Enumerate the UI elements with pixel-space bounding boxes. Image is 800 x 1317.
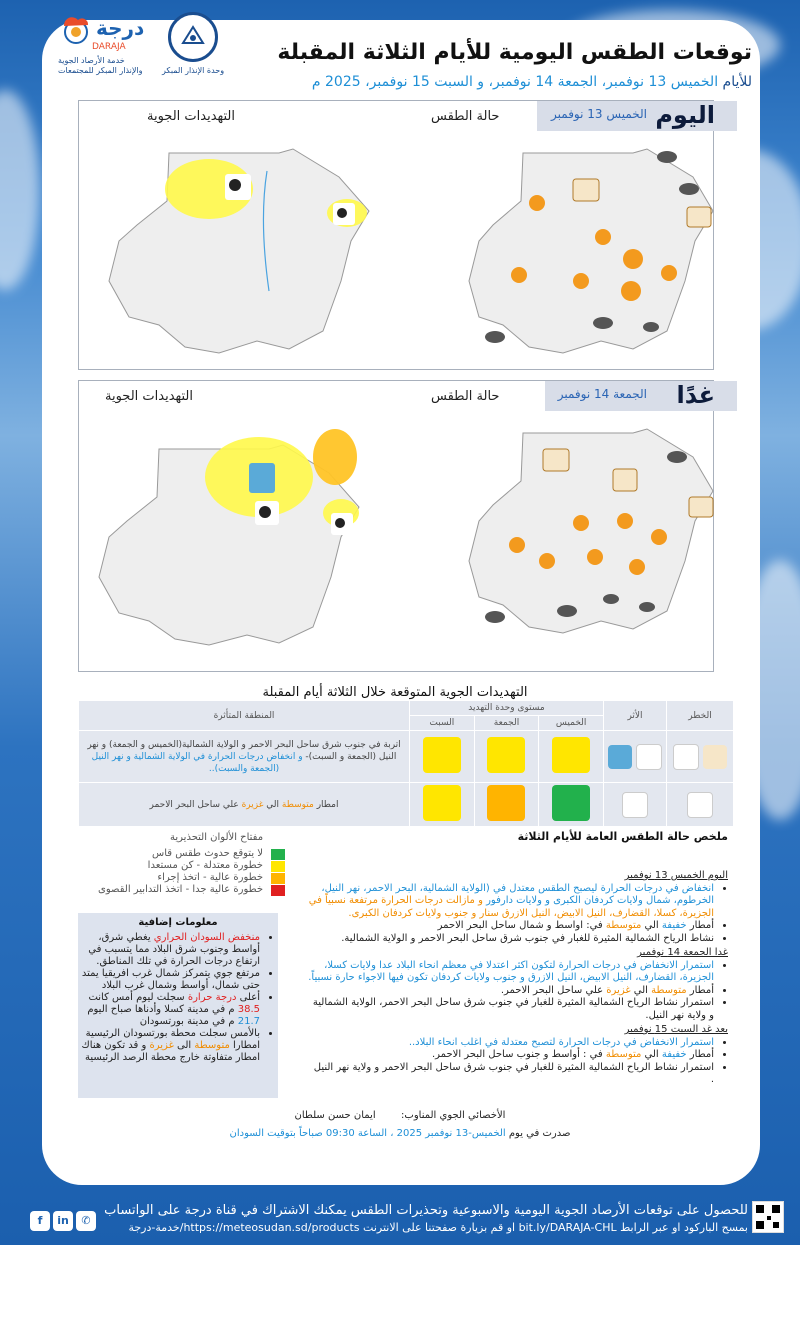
area-text: علي ساحل البحر الاحمر <box>149 799 242 810</box>
thunderstorm-icon <box>687 792 713 818</box>
dust-cough-icon <box>636 744 662 770</box>
weather-map-tomorrow <box>463 421 763 651</box>
daraja-logo-en: DARAJA <box>92 42 126 52</box>
level-cell <box>410 783 475 827</box>
day-tag-date: الجمعة 14 نوفمبر <box>557 387 647 401</box>
day-tag-title: غدًا <box>676 381 715 409</box>
col-level: مستوى وحدة التهديد <box>410 701 604 716</box>
whatsapp-icon[interactable]: ✆ <box>76 1211 96 1231</box>
dust-storm-icon <box>703 745 727 769</box>
legend-item: خطورة معتدلة - كن مستعدا <box>105 860 285 872</box>
level-moderate <box>423 785 461 821</box>
weather-map-label: حالة الطقس <box>431 389 500 404</box>
map-panel-tomorrow <box>78 380 714 672</box>
day-tag-today <box>537 101 737 131</box>
daraja-logo-line1: خدمة الأرصاد الجوية <box>58 56 125 65</box>
day-tag-title: اليوم <box>655 101 715 129</box>
flood-swimmer-icon <box>622 792 648 818</box>
level-cell <box>539 731 604 783</box>
threats-map-tomorrow <box>79 417 379 647</box>
level-none <box>552 785 590 821</box>
summary-item: • أمطار متوسطة الي غزيرة علي ساحل البحر الاحمر. <box>308 985 714 998</box>
legend-item: خطورة عالية جدا - اتخذ التدابير القصوى <box>105 884 285 896</box>
level-high <box>487 785 525 821</box>
hazard-cell <box>667 731 734 783</box>
col-impact: الأثر <box>604 701 667 731</box>
threats-map-label: التهديدات الجوية <box>147 109 236 124</box>
area-text-highlight: و انخفاض درجات الحرارة في الولاية الشمالية و نهر النيل (الجمعة والسبت).. <box>91 751 303 774</box>
hazard-cell <box>667 783 734 827</box>
social-icons <box>30 1209 99 1231</box>
threat-row-dust-area <box>79 731 410 783</box>
cold-person-icon <box>608 745 632 769</box>
subtitle-days: الخميس 13 نوفمبر، الجمعة 14 نوفمبر، و السبت 15 نوفمبر، 2025 م <box>311 74 719 90</box>
summary-title: ملخص حالة الطقس العامة للأيام الثلاثة <box>517 830 728 843</box>
summary-item: • نشاط الرياح الشمالية المثيرة للغبار في جنوب شرق ساحل البحر الاحمر و الولاية الشمالية. <box>308 933 714 946</box>
page-subtitle <box>312 74 752 90</box>
level-cell <box>410 731 475 783</box>
daraja-logo-line2: والإنذار المبكر للمجتمعات <box>58 66 143 75</box>
summary-day: غدا الجمعة 14 نوفمبر <box>637 947 728 958</box>
summary-day: بعد غد السبت 15 نوفمبر <box>624 1024 728 1035</box>
threat-table-title: التهديدات الجوية المتوقعة خلال الثلاثة أيام المقبلة <box>262 685 528 700</box>
page-title: توقعات الطقس اليومية للأيام الثلاثة المقبلة <box>277 40 752 65</box>
facebook-icon[interactable]: f <box>30 1211 50 1231</box>
thermometer-icon <box>673 744 699 770</box>
day-tag-date: الخميس 13 نوفمبر <box>551 107 647 121</box>
info-title: معلومات إضافية <box>138 917 218 928</box>
threats-map-today <box>89 141 389 361</box>
level-cell <box>474 783 539 827</box>
qr-code[interactable] <box>752 1201 784 1233</box>
area-text: امطار <box>313 799 339 810</box>
threats-map-label: التهديدات الجوية <box>105 389 194 404</box>
legend-item: لا يتوقع حدوث طقس قاس <box>105 848 285 860</box>
forecaster-name: ايمان حسن سلطان <box>294 1110 376 1121</box>
threat-row-rain-area <box>79 783 410 827</box>
color-legend <box>98 848 285 896</box>
bottom-bar <box>12 1195 788 1245</box>
level-moderate <box>487 737 525 773</box>
linkedin-icon[interactable]: in <box>53 1211 73 1231</box>
legend-item: خطورة عالية - اتخذ إجراء <box>105 872 285 884</box>
unit-logo <box>160 8 230 78</box>
day-tag-tomorrow <box>545 381 737 411</box>
area-text: اتربة في جنوب شرق ساحل البحر الاحمر و الولاية الشمالية(الخميس و الجمعة) و نهر النيل (الجمعة و السبت)- <box>87 739 401 762</box>
daraja-logo-ar: درجة <box>96 16 145 40</box>
summary-item: • استمرار نشاط الرياح الشمالية المثيرة للغبار في جنوب شرق ساحل البحر الاحمر، الولاية الشمالية و ولاية نهر النيل. <box>308 997 714 1022</box>
weather-summary <box>308 868 728 1087</box>
area-text-highlight: متوسطة <box>281 799 314 810</box>
info-item: • منخفض السودان الحراري يغطي شرق، أواسط وجنوب شرق البلاد مما يتسبب في ارتفاع درجات الحرارة في تلك المناطق. <box>78 932 260 968</box>
subtitle-prefix: للأيام <box>722 74 752 90</box>
info-item: • مرتفع جوي يتمركز شمال غرب افريقيا يمتد حتى شمال، أواسط وشمال غرب البلاد <box>78 968 260 992</box>
impact-cell <box>604 731 667 783</box>
col-day-thu: الخميس <box>539 716 604 731</box>
col-hazard: الخطر <box>667 701 734 731</box>
forecaster-label: الأخصائي الجوي المناوب: <box>401 1110 506 1121</box>
summary-item: • استمرار نشاط الرياح الشمالية المثيرة للغبار في جنوب شرق ساحل البحر الاحمر و ولاية نهر النيل . <box>308 1062 714 1087</box>
summary-item: • انخفاض في درجات الحرارة ليصبح الطقس معتدل في (الولاية الشمالية، البحر الاحمر، نهر النيل، الخرطوم، شمال ولايات كردفان الكبرى و ولايات دارفور و مازالت درجات الحرارة مرتفعة نسبياً في الجزيرة، كسلا، القضارف، النيل الابيض، النيل الازرق سنار و جنوب ولايات كردفان الكبرى. <box>308 883 714 921</box>
level-moderate <box>423 737 461 773</box>
summary-item: • أمطار خفيفة الي متوسطة في : أواسط و جنوب ساحل البحر الاحمر. <box>308 1049 714 1062</box>
summary-item: • أمطار خفيفة الي متوسطة في: اواسط و شمال ساحل البحر الاحمر <box>308 920 714 933</box>
area-text-highlight: غزيرة <box>241 799 264 810</box>
subscribe-link[interactable]: بمسح الباركود او عبر الرابط bit.ly/DARAJA-CHL او قم بزيارة صفحتنا على الانترنت https://meteosudan.sd/products/خدمة-درجة <box>128 1221 748 1234</box>
forecaster-line <box>0 1110 800 1121</box>
col-day-sat: السبت <box>410 716 475 731</box>
issued-line: صدرت في يوم الخميس-13 نوفمبر 2025 ، الساعة 09:30 صباحاً بتوقيت السودان <box>229 1128 571 1139</box>
unit-logo-text: وحدة الإنذار المبكر <box>162 66 225 75</box>
level-cell <box>474 731 539 783</box>
col-area: المنطقة المتأثرة <box>79 701 410 731</box>
summary-day: اليوم الخميس 13 نوفمبر <box>624 870 728 881</box>
summary-item: • استمرار الانخفاض في درجات الحرارة لتصبح معتدلة في اغلب انحاء البلاد.. <box>308 1037 714 1050</box>
info-item: • بالأمس سجلت محطة بورتسودان الرئيسية امطارا متوسطة الى غزيرة و قد تكون هناك امطار متفاوتة خارج محطة الرصد الرئيسية <box>78 1028 260 1064</box>
additional-info-box <box>78 913 278 1098</box>
col-day-fri: الجمعة <box>474 716 539 731</box>
area-text: الي <box>263 799 282 810</box>
level-moderate <box>552 737 590 773</box>
weather-map-label: حالة الطقس <box>431 109 500 124</box>
daraja-logo <box>58 12 148 84</box>
info-item: • أعلى درجة حرارة سجلت ليوم أمس كانت 38.5 م في مدينة كسلا وأدناها صباح اليوم 21.7 م في مدينة بورتسودان <box>78 992 260 1028</box>
subscribe-text: للحصول على توقعات الأرصاد الجوية اليومية والاسبوعية وتحذيرات الطقس يمكنك الاشتراك في قناة درجة على الواتساب <box>104 1203 748 1218</box>
map-panel-today <box>78 100 714 370</box>
impact-cell <box>604 783 667 827</box>
summary-item: • استمرار الانخفاض في درجات الحرارة لتكون اكثر اعتدلا في معظم انحاء البلاد عدا ولايات كسلا، الجزيرة، القضارف، النيل الابيض، النيل الازرق و جنوب ولايات كردفان تكون فيها الاجواء حارة نسبياً. <box>308 960 714 985</box>
level-cell <box>539 783 604 827</box>
legend-title: مفتاح الألوان التحذيرية <box>170 832 264 843</box>
threat-table <box>78 700 734 827</box>
weather-map-today <box>463 141 763 361</box>
